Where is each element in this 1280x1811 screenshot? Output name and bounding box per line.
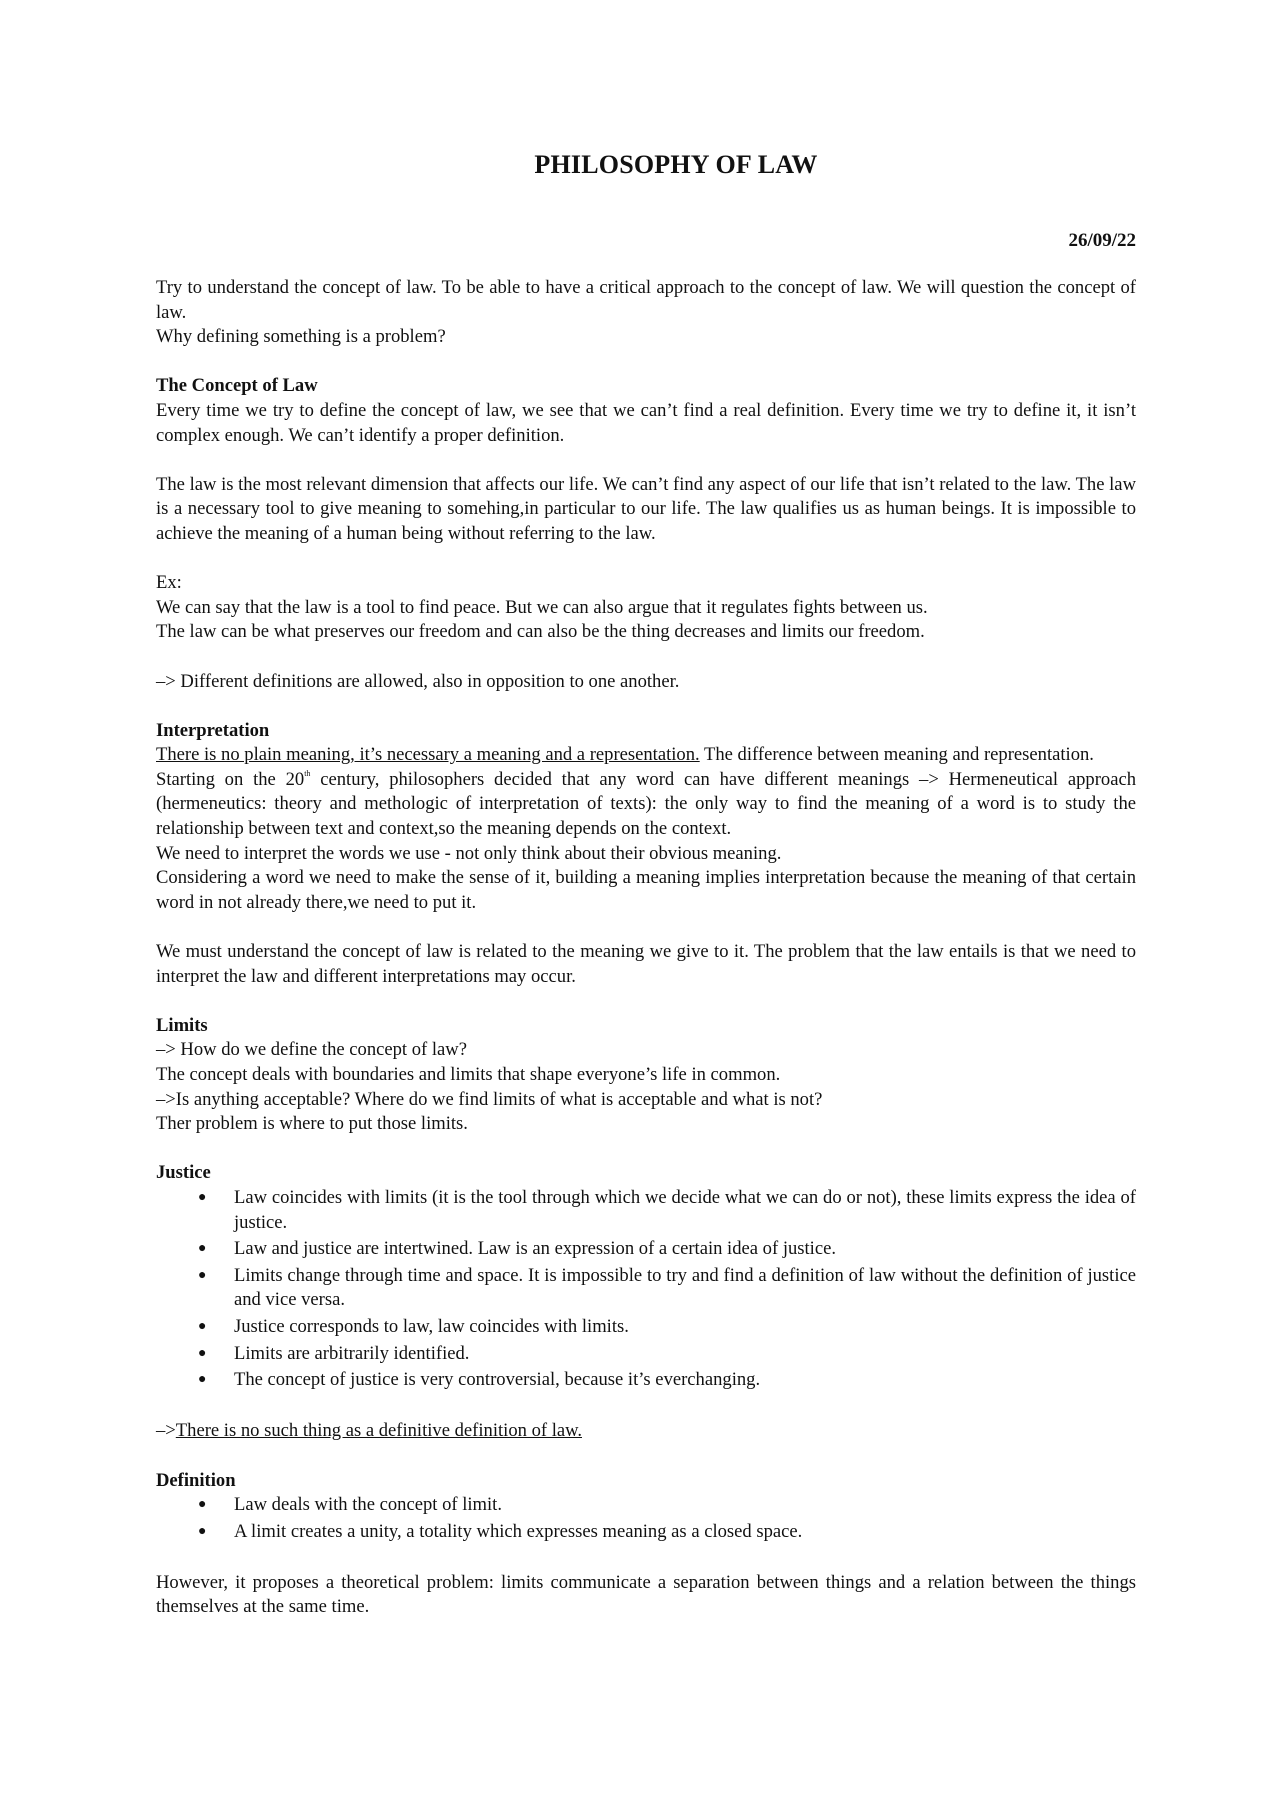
line: The concept deals with boundaries and limits that shape everyone’s life in common. (156, 1064, 781, 1085)
paragraph: However, it proposes a theoretical problem: limits communicate a separation between things and a relation between the things themselves at the same time. (156, 1571, 1136, 1618)
bullet-icon: ● (198, 1267, 207, 1283)
list-item-text: The concept of justice is very controversial, because it’s everchanging. (234, 1369, 761, 1391)
list-item-text: Limits change through time and space. It is impossible to try and find a definition of law without the definition of justice and vice versa. (234, 1264, 1136, 1311)
list-item (156, 1520, 1136, 1545)
paragraph-text: Starting on the 20 (156, 768, 305, 790)
list-item (156, 1368, 1136, 1393)
line: –>Is anything acceptable? Where do we find limits of what is acceptable and what is not? (156, 1088, 823, 1110)
list-item-text: Justice corresponds to law, law coincides with limits. (234, 1315, 629, 1337)
example-line: We can say that the law is a tool to find peace. But we can also argue that it regulates fights between us. (156, 596, 928, 618)
paragraph (156, 743, 1136, 768)
list-item (156, 1342, 1136, 1367)
section-heading-definition: Definition (156, 1469, 236, 1491)
paragraph: The law is the most relevant dimension that affects our life. We can’t find any aspect of our life that isn’t related to the law. The law is a necessary tool to give meaning to somehing,in particular to our life. The law qualifies us as human beings. It is impossible to achieve the meaning of a human being without referring to the law. (156, 473, 1136, 544)
example-label: Ex: (156, 572, 182, 594)
example-line: The law can be what preserves our freedom and can also be the thing decreases and limits our freedom. (156, 621, 925, 643)
list-item-text: Law coincides with limits (it is the tool through which we decide what we can do or not), these limits express the idea of justice. (234, 1186, 1136, 1233)
bullet-icon: ● (198, 1372, 207, 1388)
conclusion (156, 1419, 1136, 1444)
line: –> How do we define the concept of law? (156, 1039, 467, 1061)
intro-question: Why defining something is a problem? (156, 326, 446, 348)
list-item (156, 1493, 1136, 1518)
bullet-icon: ● (198, 1241, 207, 1257)
document-page (156, 150, 1136, 1620)
underlined-text: There is no such thing as a definitive definition of law. (175, 1420, 582, 1442)
list-item (156, 1315, 1136, 1340)
definition-list (156, 1493, 1136, 1544)
paragraph-text: century, philosophers decided that any word can have different meanings –> Hermeneutical approach (hermeneutics: theory and methologic of interpretation of texts): the only way to find the meaning of a word is to study the relationship between text and context,so the meaning depends on the context. (156, 768, 1136, 840)
section-heading-interpretation: Interpretation (156, 719, 270, 741)
arrow-text: –> (156, 1420, 176, 1442)
paragraph: Every time we try to define the concept of law, we see that we can’t find a real definition. Every time we try to define it, it isn’t complex enough. We can’t identify a proper definition. (156, 399, 1136, 446)
justice-list (156, 1186, 1136, 1393)
superscript: th (304, 768, 311, 778)
bullet-icon: ● (198, 1497, 207, 1513)
list-item (156, 1237, 1136, 1262)
paragraph: We need to interpret the words we use - not only think about their obvious meaning. (156, 842, 782, 864)
intro-paragraph: Try to understand the concept of law. To be able to have a critical approach to the concept of law. We will question the concept of law. (156, 277, 1136, 323)
list-item (156, 1264, 1136, 1313)
bullet-icon: ● (198, 1523, 207, 1539)
line: Ther problem is where to put those limits. (156, 1113, 468, 1135)
date: 26/09/22 (1068, 230, 1136, 251)
bullet-icon: ● (198, 1318, 207, 1334)
list-item-text: A limit creates a unity, a totality which expresses meaning as a closed space. (234, 1520, 803, 1542)
underlined-text: There is no plain meaning, it’s necessary a meaning and a representation. (156, 744, 700, 766)
list-item-text: Law and justice are intertwined. Law is an expression of a certain idea of justice. (234, 1238, 836, 1260)
section-heading-concept-of-law: The Concept of Law (156, 375, 318, 397)
arrow-note: –> Different definitions are allowed, also in opposition to one another. (156, 670, 680, 692)
section-heading-justice: Justice (156, 1162, 211, 1184)
paragraph: Considering a word we need to make the sense of it, building a meaning implies interpretation because the meaning of that certain word in not already there,we need to put it. (156, 867, 1136, 913)
paragraph: We must understand the concept of law is related to the meaning we give to it. The problem that the law entails is that we need to interpret the law and different interpretations may occur. (156, 941, 1136, 987)
page-title: PHILOSOPHY OF LAW (534, 150, 818, 179)
list-item (156, 1186, 1136, 1235)
paragraph-text: The difference between meaning and representation. (699, 744, 1094, 766)
bullet-icon: ● (198, 1345, 207, 1361)
bullet-icon: ● (198, 1189, 207, 1205)
list-item-text: Limits are arbitrarily identified. (234, 1342, 470, 1364)
section-heading-limits: Limits (156, 1014, 208, 1036)
list-item-text: Law deals with the concept of limit. (234, 1494, 502, 1516)
paragraph (156, 768, 1136, 842)
